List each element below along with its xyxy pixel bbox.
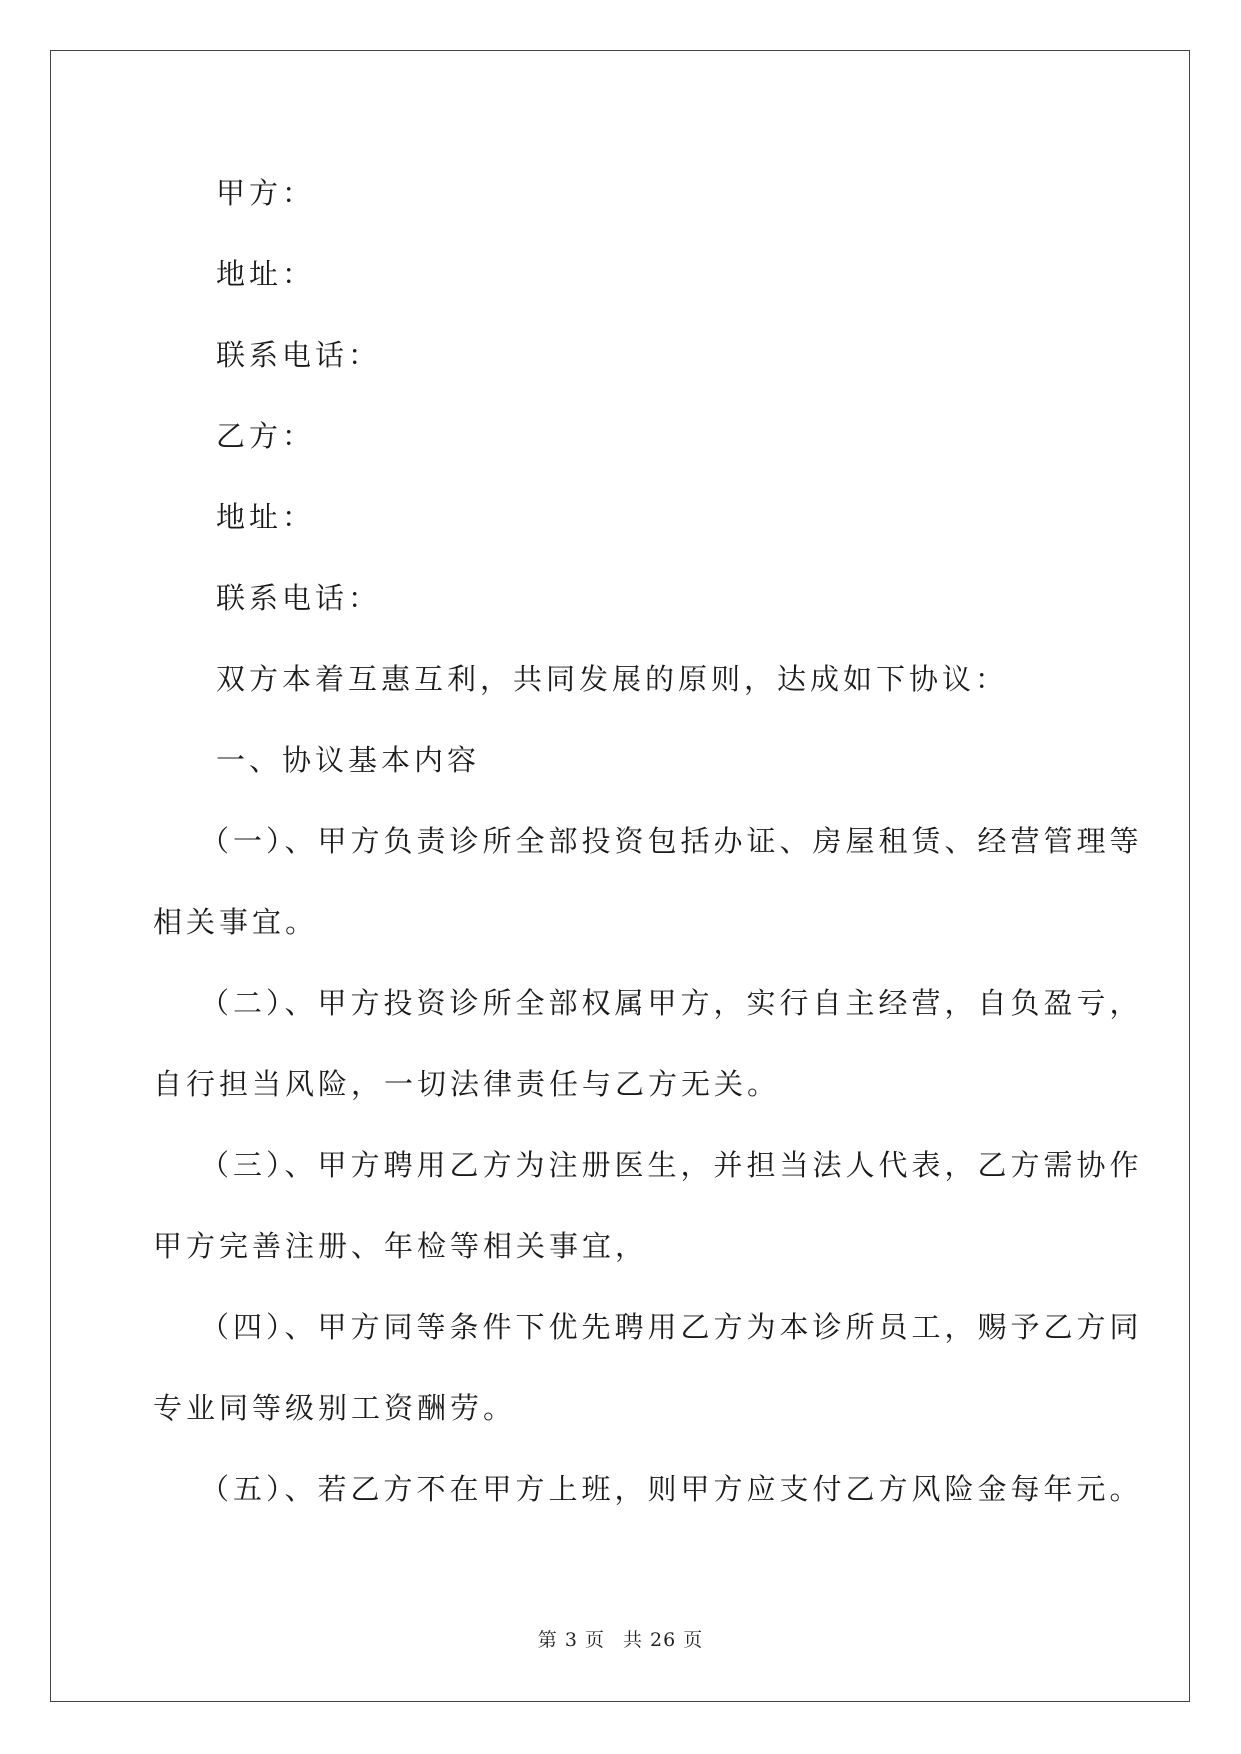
clause-3-line-2: 甲方完善注册、年检等相关事宜， [153, 1229, 649, 1263]
page-total: 共 26 页 [622, 1629, 704, 1651]
party-a-phone-label: 联系电话： [216, 338, 382, 372]
clause-2-line-2: 自行担当风险，一切法律责任与乙方无关。 [153, 1067, 781, 1101]
party-b-phone-label: 联系电话： [216, 581, 382, 615]
clause-4-line-2: 专业同等级别工资酬劳。 [153, 1391, 517, 1425]
party-a-address-label: 地址： [216, 257, 316, 291]
page-number: 第 3 页 [537, 1629, 605, 1651]
clause-2-line-1: （二）、甲方投资诊所全部权属甲方，实行自主经营，自负盈亏， [200, 986, 1143, 1020]
clause-3-line-1: （三）、甲方聘用乙方为注册医生，并担当法人代表，乙方需协作 [200, 1148, 1143, 1182]
clause-1-line-1: （一）、甲方负责诊所全部投资包括办证、房屋租赁、经营管理等 [200, 824, 1143, 858]
clause-1-line-2: 相关事宜。 [153, 905, 319, 939]
page-border [50, 50, 1190, 1702]
page-footer [0, 1625, 1241, 1652]
party-b-address-label: 地址： [216, 500, 316, 534]
clause-4-line-1: （四）、甲方同等条件下优先聘用乙方为本诊所员工，赐予乙方同 [200, 1310, 1143, 1344]
clause-5-line-1: （五）、若乙方不在甲方上班，则甲方应支付乙方风险金每年元。 [200, 1472, 1143, 1506]
party-b-label: 乙方： [216, 419, 316, 453]
preamble-text: 双方本着互惠互利，共同发展的原则，达成如下协议： [216, 662, 1009, 696]
party-a-label: 甲方： [216, 176, 316, 210]
section-heading: 一、协议基本内容 [216, 743, 481, 777]
